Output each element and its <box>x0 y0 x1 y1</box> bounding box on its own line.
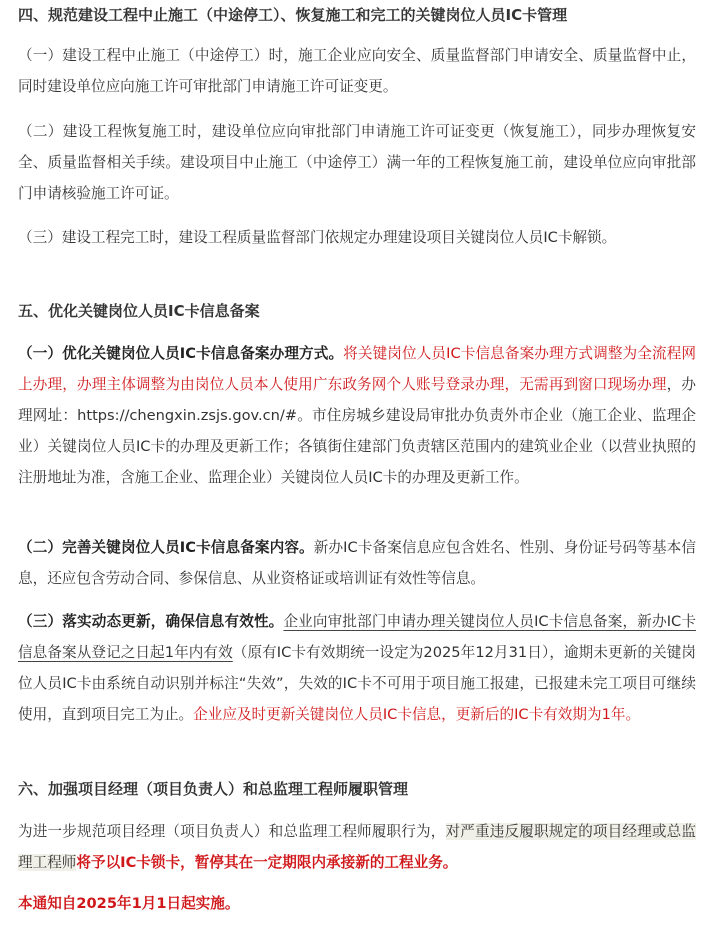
section-5-item-1-rest: ，办理网址：https://chengxin.zsjs.gov.cn/#。市住房城乡建设局审批办负责外市企业（施工企业、监理企业）关键岗位人员IC卡的办理及更新工作；各镇街住建部门负责辖区范围内的建筑业企业（以营业执照的注册地址为准，含施工企业、监理企业）关键岗位人员IC卡的办理及更新工作。 <box>18 376 696 486</box>
section-5-item-3-red: 企业应及时更新关键岗位人员IC卡信息，更新后的IC卡有效期为1年。 <box>193 706 641 723</box>
effective-date-notice: 本通知自2025年1月1日起实施。 <box>18 895 240 912</box>
section-4-item-2: （二）建设工程恢复施工时，建设单位应向审批部门申请施工许可证变更（恢复施工），同步办理恢复安全、质量监督相关手续。建设项目中止施工（中途停工）满一年的工程恢复施工前，建设单位应向审批部门申请核验施工许可证。 <box>18 123 696 202</box>
section-6-plain: 为进一步规范项目经理（项目负责人）和总监理工程师履职行为， <box>18 823 446 840</box>
section-5-item-3 <box>18 606 696 730</box>
section-6-redbold: 将予以IC卡锁卡，暂停其在一定期限内承接新的工程业务。 <box>76 854 458 871</box>
section-5-item-3-underlined: 企业向审批部门申请办理关键岗位人员IC卡信息备案，新办IC卡信息备案从登记之日起1年内有效 <box>18 613 696 661</box>
section-6-highlight: 对严重违反履职规定的项目经理或总监理工程师 <box>18 823 696 871</box>
section-6-heading: 六、加强项目经理（项目负责人）和总监理工程师履职管理 <box>18 780 409 798</box>
section-5-item-2-rest: 新办IC卡备案信息应包含姓名、性别、身份证号码等基本信息，还应包含劳动合同、参保信息、从业资格证或培训证有效性等信息。 <box>18 539 696 587</box>
section-5-item-2 <box>18 532 696 594</box>
section-5-heading: 五、优化关键岗位人员IC卡信息备案 <box>18 302 260 320</box>
section-5-item-3-lead: （三）落实动态更新，确保信息有效性。 <box>18 613 284 630</box>
section-6-paragraph <box>18 816 696 878</box>
section-5-item-1 <box>18 338 696 493</box>
section-4-heading: 四、规范建设工程中止施工（中途停工）、恢复施工和完工的关键岗位人员IC卡管理 <box>18 6 568 24</box>
section-5-item-1-red: 将关键岗位人员IC卡信息备案办理方式调整为全流程网上办理，办理主体调整为由岗位人员本人使用广东政务网个人账号登录办理，无需再到窗口现场办理 <box>18 345 696 393</box>
section-4-item-1: （一）建设工程中止施工（中途停工）时，施工企业应向安全、质量监督部门申请安全、质量监督中止，同时建设单位应向施工许可审批部门申请施工许可证变更。 <box>18 47 696 95</box>
section-5-item-3-rest: （原有IC卡有效期统一设定为2025年12月31日），逾期未更新的关键岗位人员IC卡由系统自动识别并标注“失效”，失效的IC卡不可用于项目施工报建，已报建未完工项目可继续使用，直到项目完工为止。 <box>18 644 696 723</box>
section-5-item-1-lead: （一）优化关键岗位人员IC卡信息备案办理方式。 <box>18 345 344 362</box>
section-5-item-2-lead: （二）完善关键岗位人员IC卡信息备案内容。 <box>18 539 314 556</box>
section-4-item-3: （三）建设工程完工时，建设工程质量监督部门依规定办理建设项目关键岗位人员IC卡解锁。 <box>18 229 617 246</box>
